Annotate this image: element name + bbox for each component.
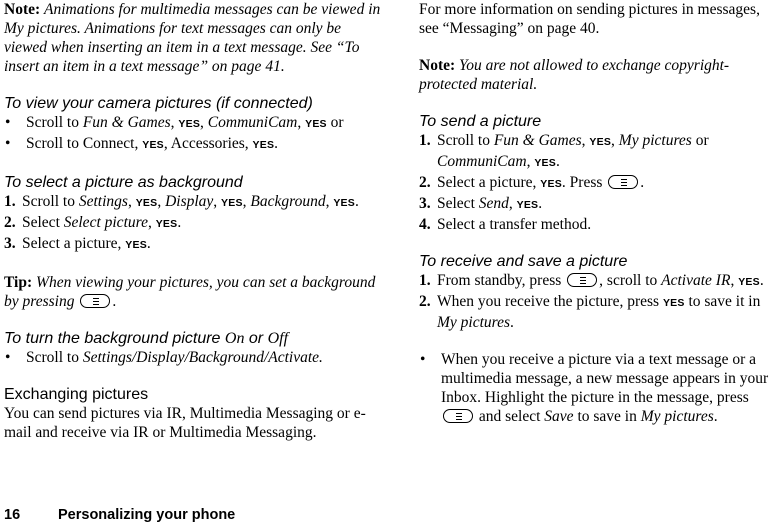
step-item: 1. Scroll to Fun & Games, YES, My pictures or CommuniCam, YES. [419,132,709,170]
step-item: 2. When you receive the picture, press YES to save it in My pictures. [419,293,761,331]
yes-key: YES [333,197,355,209]
menu-key-icon [608,175,638,189]
yes-key: YES [155,218,178,230]
yes-key: YES [178,118,201,130]
note-label: Note: [419,57,456,74]
yes-key: YES [125,239,147,251]
tip-paragraph: Tip: When viewing your pictures, you can set a background by pressing . [4,274,376,310]
background-heading: To select a picture as background [4,174,243,191]
yes-key: YES [540,178,562,190]
view-pictures-heading: To view your camera pictures (if connected) [4,95,313,112]
tip-label: Tip: [4,274,33,291]
bullet: • [5,349,11,366]
receive-picture-heading: To receive and save a picture [419,253,628,270]
step-item: 2. Select a picture, YES. Press . [419,174,645,191]
yes-key: YES [221,197,243,209]
menu-key-icon [80,294,110,308]
yes-key: YES [589,136,612,148]
yes-key: YES [305,118,327,130]
step-item: 2. Select Select picture, YES. [4,214,182,231]
step-item: 4. Select a transfer method. [419,216,592,233]
yes-key: YES [738,276,760,288]
step-item: 1. From standby, press , scroll to Activate IR, YES. [419,272,764,289]
yes-key: YES [516,199,539,211]
note-paragraph [4,0,382,76]
list-item: • Scroll to Fun & Games, YES, CommuniCam, YES or [5,114,344,131]
note-text: Animations for multimedia messages can be viewed in My pictures. Animations for text messages can only be viewed when inserting an item in a text message. See “To insert an item in a text message” on page 41. [4,1,381,75]
note-label: Note: [4,1,41,18]
list-item: • Scroll to Settings/Display/Background/Activate. [5,349,323,366]
right-column [419,0,781,426]
intro-paragraph: For more information on sending pictures in messages, see “Messaging” on page 40. [419,1,760,37]
turn-background-heading: To turn the background picture On or Off [4,330,289,347]
chapter-title: Personalizing your phone [58,507,236,523]
step-item: 3. Select a picture, YES. [4,235,151,252]
yes-key: YES [662,297,685,309]
step-item: 3. Select Send, YES. [419,195,543,212]
yes-key: YES [135,197,158,209]
menu-key-icon [443,409,473,423]
note-paragraph: Note: You are not allowed to exchange copyright-protected material. [419,57,730,93]
yes-key: YES [142,139,164,151]
bullet: • [5,135,11,152]
page-number: 16 [4,507,21,523]
bullet: • [5,114,11,131]
page-footer [4,507,235,523]
menu-key-icon [567,273,597,287]
list-item: • Scroll to Connect, YES, Accessories, YES. [5,135,279,152]
exchanging-heading: Exchanging pictures [4,386,149,403]
exchanging-text: You can send pictures via IR, Multimedia Messaging or e-mail and receive via IR or Multimedia Messaging. [4,405,366,441]
yes-key: YES [534,157,556,169]
left-column [4,0,382,442]
step-item: 1. Scroll to Settings, YES, Display, YES, Background, YES. [4,193,359,210]
list-item: • When you receive a picture via a text message or a multimedia message, a new message appears in your Inbox. Highlight the picture in the message, press and select Save to save in My pictures. [420,351,769,425]
bullet: • [420,351,426,368]
yes-key: YES [252,139,275,151]
send-picture-heading: To send a picture [419,113,542,130]
